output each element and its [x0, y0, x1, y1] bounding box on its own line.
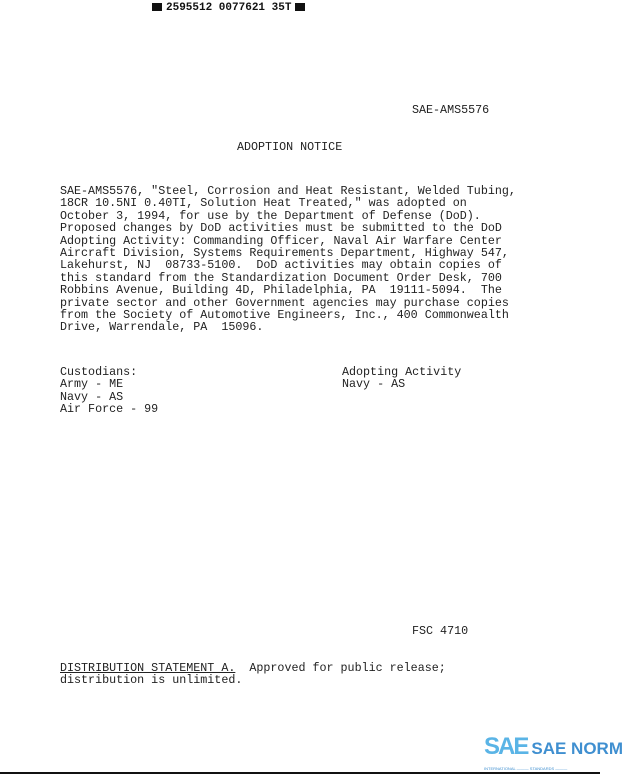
barcode-header: [148, 2, 309, 14]
adopting-label: Adopting Activity: [342, 365, 462, 379]
distribution-statement: [60, 662, 446, 687]
body-line: 18CR 10.5NI 0.40TI, Solution Heat Treated," was adopted on: [60, 196, 467, 211]
distribution-line1: Approved for public release;: [235, 661, 446, 675]
body-line: private sector and other Government agencies may purchase copies: [60, 295, 509, 310]
barcode-mark-icon: [295, 3, 305, 11]
body-line: Adopting Activity: Commanding Officer, Naval Air Warfare Center: [60, 233, 502, 248]
document-id: SAE-AMS5576: [412, 103, 490, 117]
adopting-item: Navy - AS: [342, 377, 406, 392]
body-line: October 3, 1994, for use by the Department of Defense (DoD).: [60, 208, 481, 223]
custodian-item: Navy - AS: [60, 389, 124, 404]
bottom-rule: [0, 772, 600, 774]
sae-logo-subtitle: INTERNATIONAL ——— STANDARDS ———: [484, 766, 568, 771]
sae-logo-mark: SAE: [484, 733, 528, 760]
sae-norm-logo: [484, 733, 623, 771]
sae-logo-name: SAE NORM: [531, 739, 623, 758]
adopting-activity-block: [342, 366, 461, 391]
page-title-block: [237, 141, 342, 153]
body-line: Robbins Avenue, Building 4D, Philadelphia, PA 19111-5094. The: [60, 283, 502, 298]
body-line: this standard from the Standardization Document Order Desk, 700: [60, 270, 502, 285]
body-line: Drive, Warrendale, PA 15096.: [60, 320, 264, 335]
body-line: Proposed changes by DoD activities must be submitted to the DoD: [60, 221, 502, 236]
page-title: ADOPTION NOTICE: [237, 140, 343, 154]
custodians-block: [60, 366, 158, 416]
custodians-label: Custodians:: [60, 365, 138, 379]
body-line: Aircraft Division, Systems Requirements Department, Highway 547,: [60, 246, 509, 261]
custodian-item: Army - ME: [60, 377, 124, 392]
custodian-item: Air Force - 99: [60, 402, 159, 417]
body-text: [60, 185, 516, 334]
distribution-label: DISTRIBUTION STATEMENT A.: [60, 661, 236, 675]
distribution-line2: distribution is unlimited.: [60, 673, 243, 688]
body-line: Lakehurst, NJ 08733-5100. DoD activities may obtain copies of: [60, 258, 502, 273]
fsc-block: [412, 625, 468, 637]
body-line: SAE-AMS5576, "Steel, Corrosion and Heat Resistant, Welded Tubing,: [60, 184, 516, 198]
barcode-mark-icon: [152, 3, 162, 11]
fsc-code: FSC 4710: [412, 624, 469, 638]
barcode-text: 2595512 0077621 35T: [166, 2, 292, 14]
document-id-block: [412, 104, 489, 116]
body-line: from the Society of Automotive Engineers, Inc., 400 Commonwealth: [60, 308, 509, 323]
